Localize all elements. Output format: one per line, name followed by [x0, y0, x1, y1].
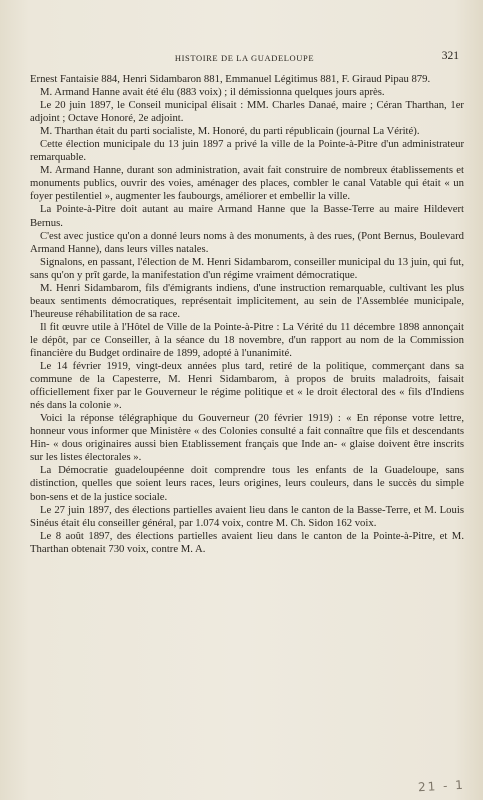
- paragraph: Le 14 février 1919, vingt-deux années plus tard, retiré de la politique, commerçant dans sa commune de la Capesterre, M. Henri Sidambarom, à propos de bruits maladroits, faisait officiellement fixer par le Gouverneur le régime politique et « le droit électoral des « fils d'Indiens nés dans la colonie ».: [30, 360, 464, 412]
- paragraph: La Démocratie guadeloupéenne doit comprendre tous les enfants de la Guadeloupe, sans distinction, quelles que soient leurs races, leurs origines, leurs couleurs, dans le succès du simple bon-sens et de la justice sociale.: [30, 464, 464, 503]
- body-text: [30, 73, 464, 556]
- handwritten-note: 21 - 1: [417, 777, 466, 795]
- paragraph: La Pointe-à-Pitre doit autant au maire Armand Hanne que la Basse-Terre au maire Hildevert Bernus.: [30, 203, 464, 229]
- running-title: HISTOIRE DE LA GUADELOUPE: [174, 53, 315, 63]
- paragraph: M. Armand Hanne, durant son administration, avait fait construire de nombreux établissements et monuments publics, ouvrir des voies, aménager des places, combler le canal Vatable qui était « un foyer pestilentiel », augmenter les faubourgs, améliorer et embellir la ville.: [30, 164, 464, 203]
- page-header: [30, 50, 459, 66]
- paragraph: M. Henri Sidambarom, fils d'émigrants indiens, d'une instruction remarquable, cultivant les plus beaux sentiments démocratiques, représentait implicitement, au sein de l'Assemblée municipale, l'heureuse réhabilitation de sa race.: [30, 281, 464, 320]
- paragraph: Cette élection municipale du 13 juin 1897 a privé la ville de la Pointe-à-Pitre d'un administrateur remarquable.: [30, 138, 464, 164]
- paragraph: M. Armand Hanne avait été élu (883 voix) ; il démissionna quelques jours après.: [40, 86, 385, 99]
- paragraph: Le 20 juin 1897, le Conseil municipal élisait : MM. Charles Danaé, maire ; Céran Tharthan, 1er adjoint ; Octave Honoré, 2e adjoint.: [30, 99, 464, 125]
- paragraph: C'est avec justice qu'on a donné leurs noms à des monuments, à des rues, (Pont Bernus, Boulevard Armand Hanne), dans leurs villes natales.: [30, 229, 464, 255]
- paragraph: Signalons, en passant, l'élection de M. Henri Sidambarom, conseiller municipal du 13 juin, qui fut, sans qu'on y prît garde, la manifestation d'un régime vraiment démocratique.: [30, 255, 464, 281]
- paragraph: M. Tharthan était du parti socialiste, M. Honoré, du parti républicain (journal La Vérité).: [40, 125, 420, 138]
- paragraph: Il fit œuvre utile à l'Hôtel de Ville de la Pointe-à-Pitre : La Vérité du 11 décembre 1898 annonçait le dépôt, par ce Conseiller, à la séance du 18 novembre, d'un rapport au nom de la Commission financière du Budget ordinaire de 1899, adopté à l'unanimité.: [30, 320, 464, 359]
- paragraph: Le 8 août 1897, des élections partielles avaient lieu dans le canton de la Pointe-à-Pitre, et M. Tharthan obtenait 730 voix, contre M. A.: [30, 529, 464, 555]
- paragraph: Ernest Fantaisie 884, Henri Sidambaron 881, Emmanuel Légitimus 881, F. Giraud Pipau 879.: [30, 73, 431, 85]
- page-number: 321: [441, 50, 459, 62]
- paragraph: Voici la réponse télégraphique du Gouverneur (20 février 1919) : « En réponse votre lettre, honneur vous informer que Ministère « des Colonies consulté a fait connaître que fils et descendants Hin- « dous originaires aussi bien Etablissement français que Inde an- « glaise doivent être inscrits sur les listes électorales ».: [30, 412, 464, 464]
- paragraph: Le 27 juin 1897, des élections partielles avaient lieu dans le canton de la Basse-Terre, et M. Louis Sinéus était élu conseiller général, par 1.074 voix, contre M. Ch. Sidon 162 voix.: [30, 503, 464, 529]
